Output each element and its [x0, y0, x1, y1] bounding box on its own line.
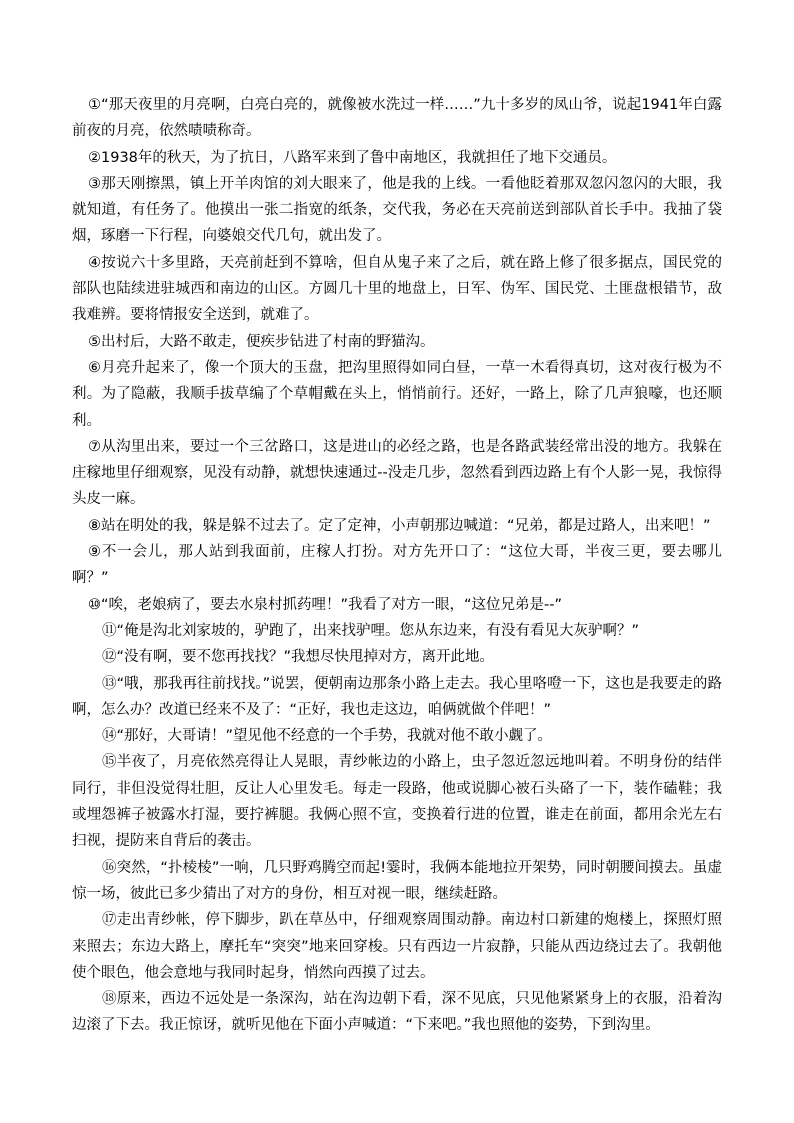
paragraph-12: ⑫“没有啊，要不您再找找？”我想尽快甩掉对方，离开此地。 — [102, 649, 495, 666]
paragraph-14: ⑭“那好，大哥请！”望见他不经意的一个手势，我就对他不敢小觑了。 — [102, 728, 553, 745]
paragraph-17: ⑰走出青纱帐，停下脚步，趴在草丛中，仔细观察周围动静。南边村口新建的炮楼上，探照灯照来照去；东边大路上，摩托车“突突”地来回穿梭。只有西边一片寂静，只能从西边绕过去了。我朝他使个眼色，他会意地与我同时起身，悄然向西摸了过去。 — [72, 912, 722, 981]
paragraph-8: ⑧站在明处的我，躲是躲不过去了。定了定神，小声朝那边喊道：“兄弟，都是过路人，出来吧！” — [88, 517, 711, 534]
paragraph-9: ⑨不一会儿，那人站到我面前，庄稼人打扮。对方先开口了：“这位大哥，半夜三更，要去哪儿啊？” — [72, 544, 722, 587]
paragraph-3: ③那天刚擦黑，镇上开羊肉馆的刘大眼来了，他是我的上线。一看他眨着那双忽闪忽闪的大眼，我就知道，有任务了。他摸出一张二指宽的纸条，交代我，务必在天亮前送到部队首长手中。我抽了袋烟，琢磨一下行程，向婆娘交代几句，就出发了。 — [72, 175, 722, 245]
paragraph-15: ⑮半夜了，月亮依然亮得让人晃眼，青纱帐边的小路上，虫子忽近忽远地叫着。不明身份的结伴同行，非但没觉得壮胆，反让人心里发毛。每走一段路，他或说脚心被石头硌了一下，装作磕鞋；我或埋怨裤子被露水打湿，要拧裤腿。我俩心照不宣，变换着行进的位置，谁走在前面，都用余光左右扫视，提防来自背后的袭击。 — [72, 754, 722, 850]
paragraph-18: ⑱原来，西边不远处是一条深沟，站在沟边朝下看，深不见底，只见他紧紧身上的衣服，沿着沟边滚了下去。我正惊讶，就听见他在下面小声喊道：“下来吧。”我也照他的姿势，下到沟里。 — [72, 991, 722, 1034]
paragraph-5: ⑤出村后，大路不敢走，便疾步钻进了村南的野猫沟。 — [88, 333, 435, 350]
article-body — [72, 92, 722, 1039]
paragraph-2: ②1938年的秋天，为了抗日，八路军来到了鲁中南地区，我就担任了地下交通员。 — [88, 149, 617, 166]
paragraph-13: ⑬“哦，那我再往前找找。”说罢，便朝南边那条小路上走去。我心里咯噔一下，这也是我要走的路啊，怎么办？改道已经来不及了：“正好，我也走这边，咱俩就做个伴吧！” — [72, 675, 722, 718]
paragraph-11: ⑪“俺是沟北刘家坡的，驴跑了，出来找驴哩。您从东边来，有没有看见大灰驴啊？” — [102, 622, 640, 639]
paragraph-7: ⑦从沟里出来，要过一个三岔路口，这是进山的必经之路，也是各路武装经常出没的地方。我躲在庄稼地里仔细观察，见没有动静，就想快速通过--没走几步，忽然看到西边路上有个人影一晃，我惊得头皮一麻。 — [72, 438, 722, 508]
paragraph-16: ⑯突然，“扑棱棱”一响，几只野鸡腾空而起!霎时，我俩本能地拉开架势，同时朝腰间摸去。虽虚惊一场，彼此已多少猜出了对方的身份，相互对视一眼，继续赶路。 — [72, 859, 722, 902]
paragraph-10: ⑩“唉，老娘病了，要去水泉村抓药哩！”我看了对方一眼，“这位兄弟是--” — [88, 596, 563, 613]
paragraph-6: ⑥月亮升起来了，像一个顶大的玉盘，把沟里照得如同白昼，一草一木看得真切，这对夜行极为不利。为了隐蔽，我顺手拔草编了个草帽戴在头上，悄悄前行。还好，一路上，除了几声狼嚎，也还顺利。 — [72, 359, 722, 429]
paragraph-1: ①“那天夜里的月亮啊，白亮白亮的，就像被水洗过一样……”九十多岁的凤山爷，说起1941年白露前夜的月亮，依然啧啧称奇。 — [72, 97, 722, 140]
paragraph-4: ④按说六十多里路，天亮前赶到不算啥，但自从鬼子来了之后，就在路上修了很多据点，国民党的部队也陆续进驻城西和南边的山区。方圆几十里的地盘上，日军、伪军、国民党、土匪盘根错节，敌我难辨。要将情报安全送到，就难了。 — [72, 254, 722, 324]
